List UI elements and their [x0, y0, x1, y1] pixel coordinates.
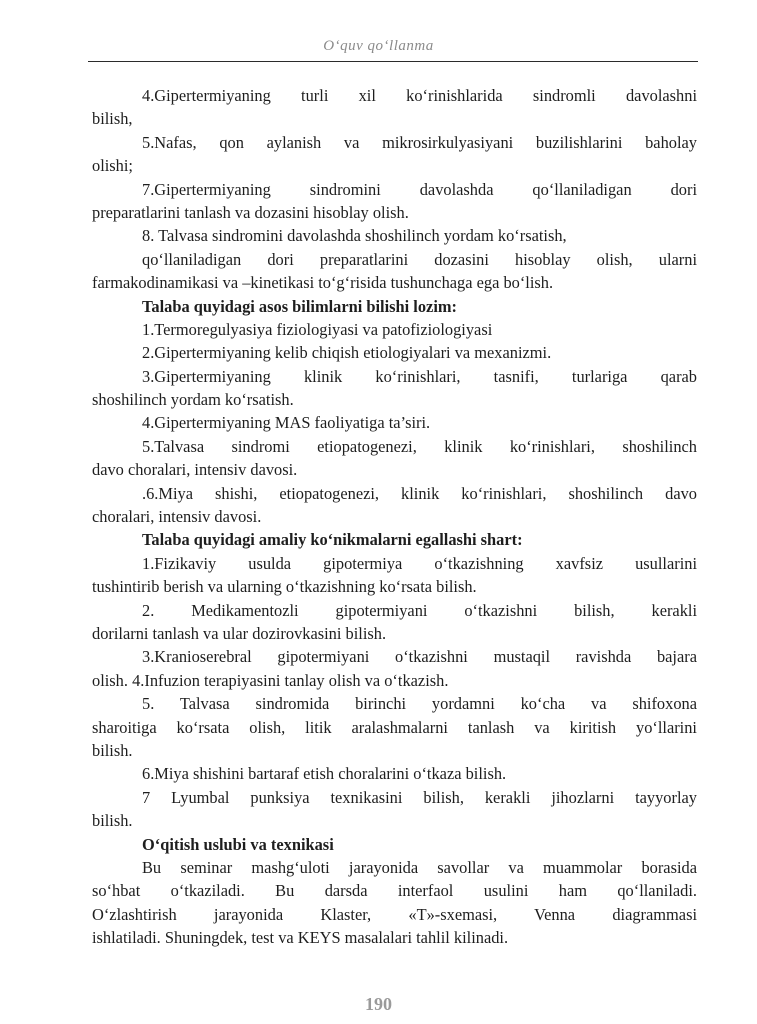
text-line: sharoitiga ko‘rsata olish, litik aralashmalarni tanlash va kiritish yo‘llarini: [92, 717, 697, 737]
text-line: 6.Miya shishini bartaraf etish choralarini o‘tkaza bilish.: [142, 764, 507, 784]
text-line: dorilarni tanlash va ular dozirovkasini bilish.: [92, 623, 387, 643]
text-line: 3.Kranioserebral gipotermiyani o‘tkazishni mustaqil ravishda bajara: [142, 647, 697, 667]
text-line: ishlatiladi. Shuningdek, test va KEYS masalalari tahlil kilinadi.: [92, 928, 509, 948]
text-line: olishi;: [92, 156, 133, 176]
text-line: 4.Gipertermiyaning turli xil ko‘rinishlarida sindromli davolashni: [142, 86, 697, 105]
text-line: 5.Nafas, qon aylanish va mikrosirkulyasiyani buzilishlarini baholay: [142, 132, 697, 152]
text-line: 4.Gipertermiyaning MAS faoliyatiga ta’siri.: [142, 413, 431, 433]
header-rule: [88, 61, 698, 62]
text-line: bilish.: [92, 811, 133, 831]
section-heading: Talaba quyidagi amaliy ko‘nikmalarni egallashi shart:: [142, 530, 523, 550]
text-line: bilish.: [92, 740, 133, 760]
text-line: 2. Medikamentozli gipotermiyani o‘tkazishni bilish, kerakli: [142, 600, 697, 620]
text-line: 7.Gipertermiyaning sindromini davolashda qo‘llaniladigan dori: [142, 179, 697, 199]
text-line: .6.Miya shishi, etiopatogenezi, klinik ko‘rinishlari, shoshilinch davo: [142, 483, 697, 503]
text-line: 5. Talvasa sindromida birinchi yordamni ko‘cha va shifoxona: [142, 694, 697, 714]
body-text: [92, 84, 697, 949]
text-line: so‘hbat o‘tkaziladi. Bu darsda interfaol usulini ham qo‘llaniladi.: [92, 881, 697, 901]
text-line: O‘zlashtirish jarayonida Klaster, «T»-sxemasi, Venna diagrammasi: [92, 904, 697, 924]
text-line: 1.Termoregulyasiya fiziologiyasi va patofiziologiyasi: [142, 319, 493, 339]
text-line: tushintirib berish va ularning o‘tkazishning ko‘rsata bilish.: [92, 577, 477, 597]
text-line: qo‘llaniladigan dori preparatlarini dozasini hisoblay olish, ularni: [142, 249, 697, 269]
text-line: olish. 4.Infuzion terapiyasini tanlay olish va o‘tkazish.: [92, 670, 449, 690]
section-heading: Talaba quyidagi asos bilimlarni bilishi lozim:: [142, 296, 457, 316]
running-header: O‘quv qo‘llanma: [323, 38, 434, 54]
text-line: 8. Talvasa sindromini davolashda shoshilinch yordam ko‘rsatish,: [142, 226, 567, 246]
text-line: 7 Lyumbal punksiya texnikasini bilish, kerakli jihozlarni tayyorlay: [142, 787, 697, 807]
text-line: 2.Gipertermiyaning kelib chiqish etiologiyalari va mexanizmi.: [142, 343, 552, 363]
page-number: 190: [365, 994, 392, 1014]
section-heading: O‘qitish uslubi va texnikasi: [142, 834, 334, 854]
text-line: 1.Fizikaviy usulda gipotermiya o‘tkazishning xavfsiz usullarini: [142, 553, 697, 573]
text-line: bilish,: [92, 109, 133, 129]
text-line: 3.Gipertermiyaning klinik ko‘rinishlari, tasnifi, turlariga qarab: [142, 366, 697, 386]
text-line: choralari, intensiv davosi.: [92, 507, 262, 527]
text-line: shoshilinch yordam ko‘rsatish.: [92, 390, 294, 410]
text-line: davo choralari, intensiv davosi.: [92, 460, 298, 480]
text-line: farmakodinamikasi va –kinetikasi to‘g‘risida tushunchaga ega bo‘lish.: [92, 273, 554, 293]
text-line: preparatlarini tanlash va dozasini hisoblay olish.: [92, 202, 409, 222]
text-line: 5.Talvasa sindromi etiopatogenezi, klinik ko‘rinishlari, shoshilinch: [142, 436, 697, 456]
text-line: Bu seminar mashg‘uloti jarayonida savollar va muammolar borasida: [142, 857, 697, 877]
